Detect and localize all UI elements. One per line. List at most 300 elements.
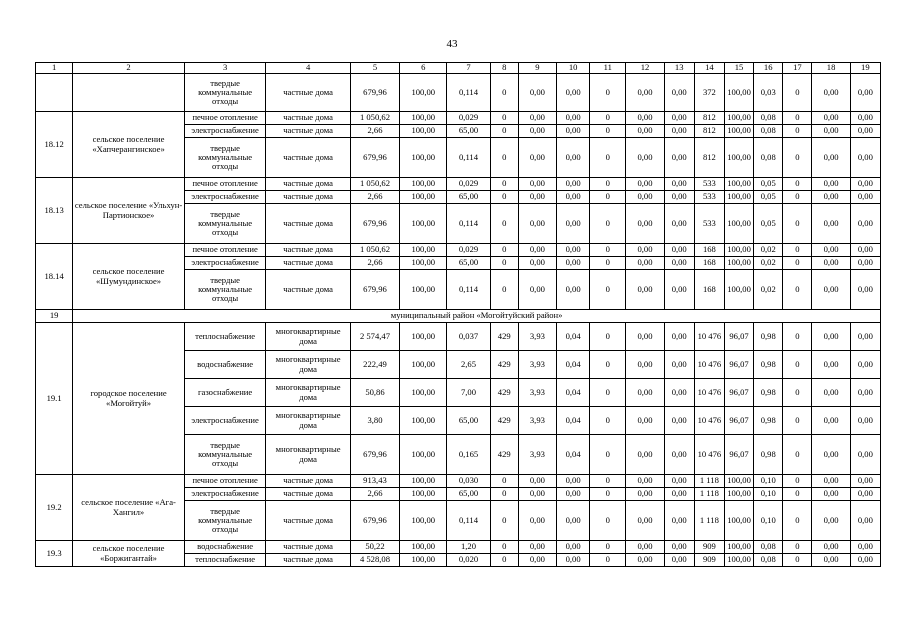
value-cell: 812	[694, 138, 724, 178]
value-cell: 0,00	[518, 554, 556, 567]
value-cell: 2,66	[350, 125, 399, 138]
value-cell: 100,00	[724, 541, 753, 554]
value-cell: 2,65	[447, 351, 490, 379]
housing-type-cell: частные дома	[266, 475, 351, 488]
value-cell: 100,00	[724, 204, 753, 244]
value-cell: 0	[783, 501, 812, 541]
settlement-id: 19.1	[36, 323, 73, 475]
value-cell: 0	[590, 204, 626, 244]
value-cell: 10 476	[694, 379, 724, 407]
value-cell: 96,07	[724, 351, 753, 379]
value-cell: 2,66	[350, 191, 399, 204]
value-cell: 0	[590, 74, 626, 112]
housing-type-cell: частные дома	[266, 270, 351, 310]
value-cell: 10 476	[694, 407, 724, 435]
value-cell: 0	[590, 379, 626, 407]
value-cell: 0,00	[557, 112, 590, 125]
column-header: 2	[73, 63, 185, 74]
value-cell: 100,00	[724, 501, 753, 541]
value-cell: 0,00	[850, 501, 880, 541]
housing-type-cell: частные дома	[266, 501, 351, 541]
resource-type-cell: твердые коммунальные отходы	[184, 501, 265, 541]
value-cell: 0	[490, 125, 518, 138]
value-cell: 0,04	[557, 351, 590, 379]
value-cell: 0,00	[812, 475, 850, 488]
value-cell: 0,10	[754, 488, 783, 501]
value-cell: 0,00	[626, 541, 664, 554]
value-cell: 0,00	[626, 74, 664, 112]
column-header: 9	[518, 63, 556, 74]
value-cell: 0,114	[447, 501, 490, 541]
value-cell: 679,96	[350, 435, 399, 475]
value-cell: 0,00	[518, 74, 556, 112]
value-cell: 0,00	[664, 407, 694, 435]
value-cell: 533	[694, 204, 724, 244]
value-cell: 0,029	[447, 244, 490, 257]
value-cell: 0,00	[626, 125, 664, 138]
value-cell: 0	[783, 323, 812, 351]
value-cell: 0,00	[518, 257, 556, 270]
value-cell: 0,05	[754, 204, 783, 244]
value-cell: 0	[783, 257, 812, 270]
value-cell: 0	[590, 351, 626, 379]
value-cell: 0,00	[557, 257, 590, 270]
value-cell: 3,80	[350, 407, 399, 435]
value-cell: 0	[490, 74, 518, 112]
value-cell: 65,00	[447, 257, 490, 270]
value-cell: 0,10	[754, 475, 783, 488]
housing-type-cell: частные дома	[266, 244, 351, 257]
value-cell: 0,00	[664, 270, 694, 310]
value-cell: 100,00	[400, 475, 447, 488]
value-cell: 0	[783, 475, 812, 488]
value-cell: 100,00	[400, 125, 447, 138]
resource-type-cell: электроснабжение	[184, 257, 265, 270]
value-cell: 1 118	[694, 501, 724, 541]
value-cell: 0,00	[812, 74, 850, 112]
value-cell: 0,00	[557, 191, 590, 204]
column-header: 17	[783, 63, 812, 74]
value-cell: 0,00	[812, 191, 850, 204]
value-cell: 100,00	[400, 257, 447, 270]
value-cell: 100,00	[724, 257, 753, 270]
value-cell: 100,00	[724, 270, 753, 310]
value-cell: 0	[490, 244, 518, 257]
housing-type-cell: многоквартирные дома	[266, 435, 351, 475]
value-cell: 0	[783, 554, 812, 567]
header-row	[36, 63, 881, 74]
value-cell: 100,00	[400, 270, 447, 310]
value-cell: 1 050,62	[350, 112, 399, 125]
value-cell: 0	[590, 541, 626, 554]
value-cell: 0,00	[850, 257, 880, 270]
value-cell: 100,00	[400, 541, 447, 554]
value-cell: 100,00	[400, 178, 447, 191]
column-header: 13	[664, 63, 694, 74]
value-cell: 65,00	[447, 125, 490, 138]
value-cell: 0,00	[664, 125, 694, 138]
housing-type-cell: частные дома	[266, 125, 351, 138]
value-cell: 0,02	[754, 244, 783, 257]
value-cell: 0,00	[850, 244, 880, 257]
housing-type-cell: частные дома	[266, 191, 351, 204]
resource-type-cell: печное отопление	[184, 475, 265, 488]
value-cell: 0,00	[557, 74, 590, 112]
value-cell: 0	[590, 475, 626, 488]
value-cell: 100,00	[400, 74, 447, 112]
resource-type-cell: печное отопление	[184, 244, 265, 257]
value-cell: 1 118	[694, 475, 724, 488]
value-cell: 0,00	[664, 74, 694, 112]
value-cell: 0,08	[754, 541, 783, 554]
table-row	[36, 74, 881, 112]
value-cell: 0,04	[557, 435, 590, 475]
settlement-id: 18.14	[36, 244, 73, 310]
value-cell: 0,00	[626, 323, 664, 351]
value-cell: 0	[783, 125, 812, 138]
table-row	[36, 178, 881, 191]
value-cell: 0,00	[557, 501, 590, 541]
value-cell: 0	[590, 244, 626, 257]
value-cell: 0,00	[664, 488, 694, 501]
value-cell: 0,00	[850, 379, 880, 407]
value-cell: 0,00	[518, 191, 556, 204]
housing-type-cell: частные дома	[266, 112, 351, 125]
housing-type-cell: частные дома	[266, 74, 351, 112]
value-cell: 812	[694, 125, 724, 138]
value-cell: 0	[490, 204, 518, 244]
value-cell: 0,98	[754, 407, 783, 435]
settlement-id: 18.12	[36, 112, 73, 178]
value-cell: 0,00	[850, 554, 880, 567]
value-cell: 0,114	[447, 138, 490, 178]
value-cell: 0,10	[754, 501, 783, 541]
value-cell: 100,00	[400, 554, 447, 567]
value-cell: 0	[490, 138, 518, 178]
value-cell: 0	[590, 488, 626, 501]
value-cell: 0,00	[812, 501, 850, 541]
value-cell: 0	[590, 435, 626, 475]
value-cell: 0,00	[664, 178, 694, 191]
table-row	[36, 244, 881, 257]
column-header: 12	[626, 63, 664, 74]
value-cell: 10 476	[694, 323, 724, 351]
value-cell: 0	[590, 191, 626, 204]
page-number: 43	[446, 38, 458, 50]
table-row	[36, 541, 881, 554]
resource-type-cell: газоснабжение	[184, 379, 265, 407]
value-cell: 3,93	[518, 407, 556, 435]
table-row	[36, 475, 881, 488]
value-cell: 429	[490, 323, 518, 351]
housing-type-cell: частные дома	[266, 257, 351, 270]
value-cell: 0	[490, 178, 518, 191]
value-cell: 0,00	[664, 501, 694, 541]
value-cell: 0	[783, 191, 812, 204]
value-cell: 0,00	[626, 475, 664, 488]
value-cell: 0,03	[754, 74, 783, 112]
value-cell: 0,04	[557, 379, 590, 407]
value-cell: 0	[783, 270, 812, 310]
value-cell: 0,05	[754, 191, 783, 204]
value-cell: 100,00	[724, 475, 753, 488]
value-cell: 0	[490, 191, 518, 204]
housing-type-cell: частные дома	[266, 178, 351, 191]
settlement-name: сельское поселение «Ульхун-Партионское»	[73, 178, 185, 244]
value-cell: 0,98	[754, 379, 783, 407]
value-cell: 0,00	[664, 323, 694, 351]
value-cell: 0,029	[447, 178, 490, 191]
settlement-name: городское поселение «Могойтуй»	[73, 323, 185, 475]
column-header: 6	[400, 63, 447, 74]
section-title: муниципальный район «Могойтуйский район»	[73, 310, 881, 323]
value-cell: 100,00	[724, 554, 753, 567]
value-cell: 0,00	[850, 191, 880, 204]
value-cell: 0	[590, 323, 626, 351]
value-cell: 0,00	[850, 74, 880, 112]
value-cell: 222,49	[350, 351, 399, 379]
value-cell: 0	[590, 270, 626, 310]
value-cell: 100,00	[724, 125, 753, 138]
value-cell: 0	[783, 541, 812, 554]
value-cell: 0,00	[626, 435, 664, 475]
column-header: 4	[266, 63, 351, 74]
value-cell: 0,020	[447, 554, 490, 567]
value-cell: 1 050,62	[350, 244, 399, 257]
value-cell: 0,00	[557, 541, 590, 554]
value-cell: 0,98	[754, 435, 783, 475]
section-row	[36, 310, 881, 323]
value-cell: 100,00	[400, 244, 447, 257]
resource-type-cell: водоснабжение	[184, 541, 265, 554]
resource-type-cell: электроснабжение	[184, 125, 265, 138]
value-cell: 0,00	[812, 204, 850, 244]
resource-type-cell: твердые коммунальные отходы	[184, 74, 265, 112]
value-cell: 0	[783, 407, 812, 435]
value-cell: 1 050,62	[350, 178, 399, 191]
value-cell: 0,00	[812, 323, 850, 351]
value-cell: 0,00	[518, 501, 556, 541]
value-cell: 0,00	[812, 178, 850, 191]
column-header: 19	[850, 63, 880, 74]
value-cell: 0,00	[557, 244, 590, 257]
data-table	[35, 62, 881, 567]
housing-type-cell: многоквартирные дома	[266, 351, 351, 379]
value-cell: 0,00	[518, 125, 556, 138]
housing-type-cell: частные дома	[266, 554, 351, 567]
value-cell: 0,00	[850, 475, 880, 488]
column-header: 7	[447, 63, 490, 74]
value-cell: 0,00	[518, 475, 556, 488]
value-cell: 0,00	[664, 112, 694, 125]
value-cell: 2,66	[350, 488, 399, 501]
value-cell: 10 476	[694, 351, 724, 379]
value-cell: 0,00	[626, 204, 664, 244]
value-cell: 0	[783, 488, 812, 501]
resource-type-cell: электроснабжение	[184, 407, 265, 435]
value-cell: 0,00	[626, 351, 664, 379]
value-cell: 100,00	[400, 488, 447, 501]
value-cell: 3,93	[518, 435, 556, 475]
value-cell: 100,00	[400, 138, 447, 178]
resource-type-cell: водоснабжение	[184, 351, 265, 379]
column-header: 15	[724, 63, 753, 74]
value-cell: 96,07	[724, 379, 753, 407]
value-cell: 0	[783, 138, 812, 178]
value-cell: 0	[490, 501, 518, 541]
value-cell: 0,08	[754, 138, 783, 178]
value-cell: 1 118	[694, 488, 724, 501]
value-cell: 100,00	[724, 178, 753, 191]
value-cell: 0	[590, 554, 626, 567]
resource-type-cell: печное отопление	[184, 112, 265, 125]
value-cell: 0,00	[812, 138, 850, 178]
settlement-id	[36, 74, 73, 112]
value-cell: 0,00	[664, 191, 694, 204]
value-cell: 100,00	[724, 191, 753, 204]
value-cell: 100,00	[400, 407, 447, 435]
value-cell: 0,98	[754, 323, 783, 351]
value-cell: 0,037	[447, 323, 490, 351]
value-cell: 0,00	[850, 541, 880, 554]
settlement-id: 19.2	[36, 475, 73, 541]
column-header: 5	[350, 63, 399, 74]
value-cell: 0,00	[664, 379, 694, 407]
value-cell: 2 574,47	[350, 323, 399, 351]
housing-type-cell: частные дома	[266, 204, 351, 244]
resource-type-cell: электроснабжение	[184, 191, 265, 204]
value-cell: 0,00	[664, 244, 694, 257]
value-cell: 0,00	[812, 112, 850, 125]
value-cell: 100,00	[400, 435, 447, 475]
value-cell: 3,93	[518, 351, 556, 379]
value-cell: 0,00	[557, 204, 590, 244]
value-cell: 0,00	[626, 270, 664, 310]
value-cell: 0,00	[626, 379, 664, 407]
value-cell: 4 528,08	[350, 554, 399, 567]
value-cell: 679,96	[350, 501, 399, 541]
value-cell: 0,00	[626, 138, 664, 178]
resource-type-cell: теплоснабжение	[184, 323, 265, 351]
value-cell: 0,00	[850, 323, 880, 351]
value-cell: 65,00	[447, 191, 490, 204]
housing-type-cell: частные дома	[266, 488, 351, 501]
value-cell: 65,00	[447, 407, 490, 435]
value-cell: 100,00	[724, 488, 753, 501]
value-cell: 533	[694, 178, 724, 191]
resource-type-cell: твердые коммунальные отходы	[184, 204, 265, 244]
column-header: 11	[590, 63, 626, 74]
value-cell: 0,02	[754, 257, 783, 270]
value-cell: 372	[694, 74, 724, 112]
value-cell: 0	[590, 178, 626, 191]
value-cell: 0	[590, 138, 626, 178]
value-cell: 0	[490, 554, 518, 567]
value-cell: 100,00	[724, 74, 753, 112]
value-cell: 0,00	[664, 138, 694, 178]
value-cell: 0,00	[850, 178, 880, 191]
value-cell: 0,08	[754, 554, 783, 567]
table-row	[36, 323, 881, 351]
value-cell: 0,00	[557, 138, 590, 178]
resource-type-cell: твердые коммунальные отходы	[184, 435, 265, 475]
value-cell: 0,00	[557, 475, 590, 488]
value-cell: 0	[490, 541, 518, 554]
value-cell: 429	[490, 351, 518, 379]
value-cell: 0	[783, 112, 812, 125]
value-cell: 10 476	[694, 435, 724, 475]
value-cell: 0	[590, 125, 626, 138]
settlement-name	[73, 74, 185, 112]
settlement-name: сельское поселение «Хапчерангинское»	[73, 112, 185, 178]
value-cell: 909	[694, 541, 724, 554]
value-cell: 0,00	[518, 204, 556, 244]
value-cell: 0	[783, 379, 812, 407]
value-cell: 0,114	[447, 74, 490, 112]
column-header: 14	[694, 63, 724, 74]
resource-type-cell: печное отопление	[184, 178, 265, 191]
value-cell: 0	[590, 257, 626, 270]
housing-type-cell: многоквартирные дома	[266, 407, 351, 435]
value-cell: 0,00	[812, 244, 850, 257]
value-cell: 679,96	[350, 270, 399, 310]
column-header: 8	[490, 63, 518, 74]
value-cell: 0,00	[626, 488, 664, 501]
settlement-name: сельское поселение «Шумундинское»	[73, 244, 185, 310]
value-cell: 0,00	[626, 257, 664, 270]
value-cell: 0,114	[447, 204, 490, 244]
value-cell: 0,00	[626, 244, 664, 257]
column-header: 16	[754, 63, 783, 74]
value-cell: 100,00	[400, 204, 447, 244]
value-cell: 0,00	[557, 125, 590, 138]
value-cell: 679,96	[350, 138, 399, 178]
value-cell: 0,00	[812, 270, 850, 310]
value-cell: 0,00	[626, 112, 664, 125]
value-cell: 0,00	[812, 435, 850, 475]
value-cell: 0,00	[812, 379, 850, 407]
value-cell: 2,66	[350, 257, 399, 270]
value-cell: 909	[694, 554, 724, 567]
value-cell: 0,08	[754, 112, 783, 125]
value-cell: 96,07	[724, 435, 753, 475]
value-cell: 0	[590, 501, 626, 541]
value-cell: 0,00	[664, 475, 694, 488]
value-cell: 0,00	[812, 351, 850, 379]
housing-type-cell: частные дома	[266, 541, 351, 554]
value-cell: 100,00	[400, 501, 447, 541]
value-cell: 0,00	[557, 488, 590, 501]
value-cell: 0,04	[557, 323, 590, 351]
column-header: 18	[812, 63, 850, 74]
resource-type-cell: электроснабжение	[184, 488, 265, 501]
value-cell: 0,00	[557, 554, 590, 567]
value-cell: 168	[694, 257, 724, 270]
value-cell: 0,00	[557, 270, 590, 310]
housing-type-cell: многоквартирные дома	[266, 379, 351, 407]
value-cell: 0,00	[850, 138, 880, 178]
value-cell: 0,030	[447, 475, 490, 488]
value-cell: 679,96	[350, 204, 399, 244]
resource-type-cell: твердые коммунальные отходы	[184, 138, 265, 178]
value-cell: 0,00	[664, 351, 694, 379]
value-cell: 0,00	[518, 138, 556, 178]
value-cell: 679,96	[350, 74, 399, 112]
value-cell: 168	[694, 270, 724, 310]
value-cell: 0,02	[754, 270, 783, 310]
column-header: 10	[557, 63, 590, 74]
section-number: 19	[36, 310, 73, 323]
